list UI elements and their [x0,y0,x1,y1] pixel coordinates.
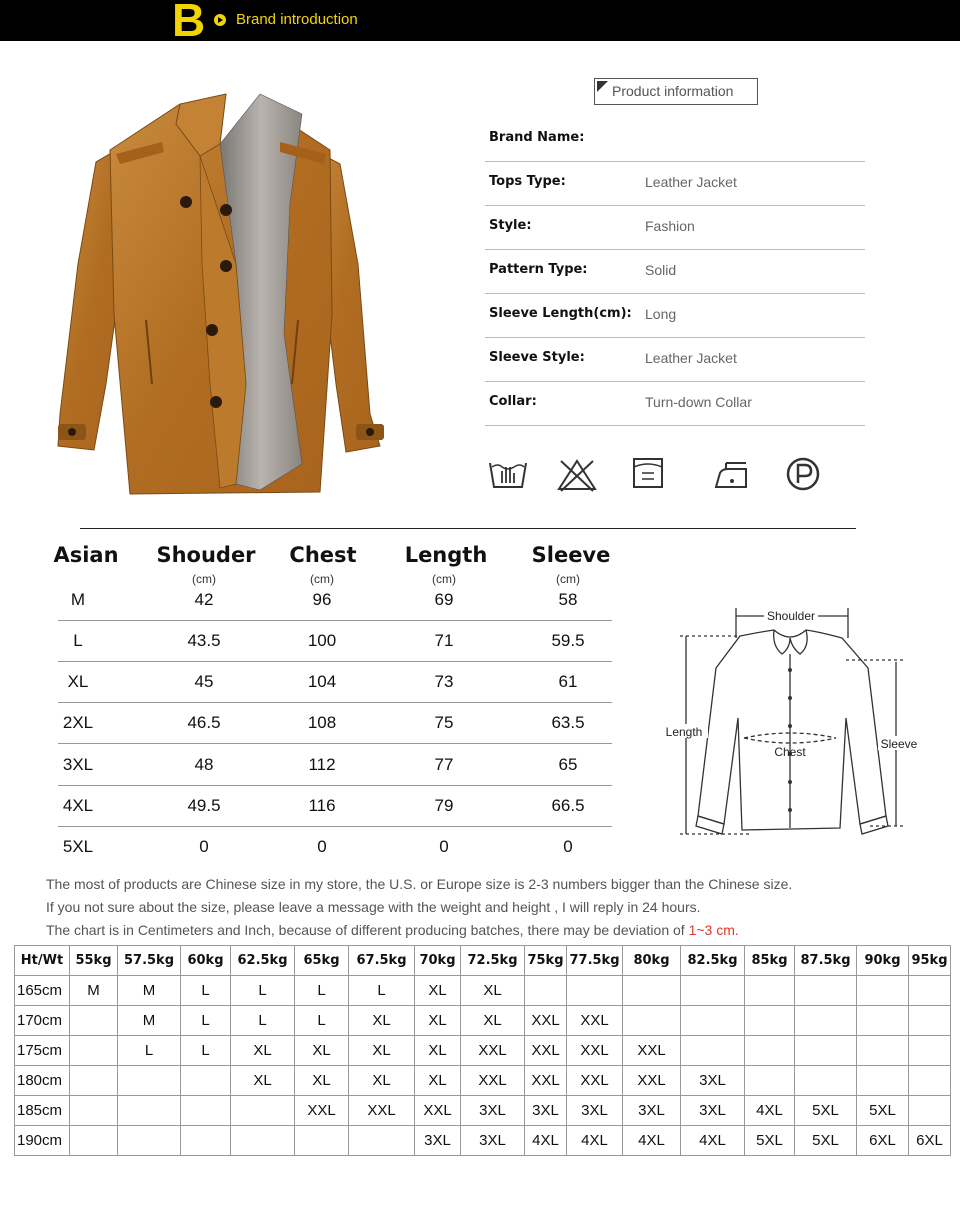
size-note-3 [46,922,739,938]
size-cell: 4XL [62,796,94,815]
size-cell: XXL [415,1096,461,1126]
info-value: Long [645,306,677,322]
size-cell: L [295,976,349,1006]
size-cell: 6XL [857,1126,909,1156]
size-cell [745,976,795,1006]
size-cell: XL [461,1006,525,1036]
size-cell: XXL [461,1036,525,1066]
size-cell [567,976,623,1006]
size-cell: L [231,976,295,1006]
size-cell: 116 [308,796,336,815]
size-cell: 3XL [461,1126,525,1156]
height-cell: 165cm [15,976,70,1006]
size-cell: XL [349,1036,415,1066]
info-key: Sleeve Style: [489,350,585,365]
info-row-brand-name [485,118,865,162]
brand-introduction-title: Brand introduction [236,11,358,28]
height-cell: 175cm [15,1036,70,1066]
size-cell: 5XL [745,1126,795,1156]
size-cell: XL [415,976,461,1006]
column-header: 80kg [623,946,681,976]
size-cell: 43.5 [187,631,221,650]
size-cell: 69 [434,590,454,609]
size-cell: M [118,976,181,1006]
size-cell: 5XL [62,837,94,856]
size-cell: 71 [434,631,454,650]
size-cell [681,1006,745,1036]
table-row [15,1126,951,1156]
size-cell: XXL [623,1066,681,1096]
size-cell [70,1006,118,1036]
size-cell: 0 [439,837,449,856]
iron-icon [710,455,752,493]
size-cell: 100 [307,631,337,650]
shoulder-label: Shoulder [766,609,816,623]
column-header: 75kg [525,946,567,976]
size-cell: 58 [558,590,578,609]
size-cell: XXL [567,1006,623,1036]
chest-label: Chest [774,745,806,759]
size-header-length: Length [404,543,488,567]
size-cell: XXL [525,1036,567,1066]
size-cell: 61 [558,672,578,691]
size-cell: XXL [525,1066,567,1096]
info-row-sleeve-style [485,338,865,382]
tumble-dry-icon [630,455,666,493]
product-information-title: Product information [612,83,734,99]
size-cell: 45 [194,672,214,691]
size-cell [681,976,745,1006]
size-cell: XL [231,1066,295,1096]
size-cell [795,1036,857,1066]
size-cell [525,976,567,1006]
size-cell [349,1126,415,1156]
size-cell [681,1036,745,1066]
size-cell: M [118,1006,181,1036]
size-cell: 49.5 [187,796,221,815]
size-cell: L [181,976,231,1006]
column-header: 57.5kg [118,946,181,976]
size-cell: 42 [194,590,214,609]
size-note-2: If you not sure about the size, please leave a message with the weight and height , I will reply in 24 hours. [46,899,701,915]
size-cell [118,1096,181,1126]
column-header: 67.5kg [349,946,415,976]
size-row [58,745,612,786]
play-icon [214,14,226,26]
size-cell [857,1066,909,1096]
info-key: Pattern Type: [489,262,588,277]
height-weight-table [14,945,951,1156]
size-cell: 48 [194,755,214,774]
height-cell: 185cm [15,1096,70,1126]
size-cell: 5XL [795,1096,857,1126]
size-header-shoulder: Shouder [156,543,256,567]
table-row [15,1006,951,1036]
size-cell: XL [295,1036,349,1066]
size-cell [118,1126,181,1156]
size-cell [909,1006,951,1036]
size-cell: 108 [307,713,337,732]
size-cell [795,976,857,1006]
size-cell [909,976,951,1006]
size-header-sleeve: Sleeve [531,543,611,567]
column-header: 85kg [745,946,795,976]
size-cell [857,1006,909,1036]
size-cell: 73 [434,672,454,691]
info-value: Fashion [645,218,695,234]
size-cell: XXL [623,1036,681,1066]
size-cell: XXL [295,1096,349,1126]
unit-label: (cm) [192,572,216,586]
size-cell: 4XL [681,1126,745,1156]
size-cell [70,1036,118,1066]
table-row [15,1096,951,1126]
size-cell: L [181,1036,231,1066]
size-cell: 112 [308,755,336,774]
size-cell: 77 [434,755,454,774]
size-row [58,786,612,827]
unit-label: (cm) [310,572,334,586]
column-header: 62.5kg [231,946,295,976]
size-cell [181,1126,231,1156]
brand-header-bar [0,0,960,46]
table-row [15,1036,951,1066]
measurement-diagram [660,598,920,848]
size-cell: 3XL [461,1096,525,1126]
info-row-tops-type [485,162,865,206]
size-cell: 4XL [525,1126,567,1156]
size-cell: 6XL [909,1126,951,1156]
size-cell: XL [295,1066,349,1096]
info-row-pattern-type [485,250,865,294]
size-cell: XXL [567,1036,623,1066]
info-row-collar [485,382,865,426]
height-cell: 190cm [15,1126,70,1156]
size-cell: XL [461,976,525,1006]
dry-clean-icon [784,455,822,493]
size-cell [181,1066,231,1096]
size-cell: 3XL [623,1096,681,1126]
size-row [58,827,612,868]
size-cell [70,1096,118,1126]
info-key: Brand Name: [489,130,585,145]
size-cell [745,1036,795,1066]
size-cell [909,1066,951,1096]
size-cell [857,1036,909,1066]
size-cell [70,1126,118,1156]
size-header-asian: Asian [53,543,119,567]
size-cell: 79 [434,796,454,815]
size-cell: XXL [349,1096,415,1126]
column-header: 87.5kg [795,946,857,976]
size-cell [623,976,681,1006]
size-cell: 3XL [525,1096,567,1126]
size-cell: 3XL [681,1066,745,1096]
size-row [58,621,612,662]
size-cell: XL [415,1006,461,1036]
size-cell [909,1036,951,1066]
size-cell: 5XL [795,1126,857,1156]
sleeve-label: Sleeve [880,737,918,751]
size-cell [118,1066,181,1096]
size-cell: 46.5 [187,713,221,732]
size-cell: XL [415,1036,461,1066]
info-row-sleeve-length [485,294,865,338]
size-cell [231,1126,295,1156]
size-cell: 63.5 [551,713,585,732]
size-cell: XXL [567,1066,623,1096]
size-cell [295,1126,349,1156]
size-cell [181,1096,231,1126]
info-key: Sleeve Length(cm): [489,306,632,321]
corner-triangle-icon [597,81,608,92]
size-cell: 4XL [623,1126,681,1156]
table-row [15,976,951,1006]
column-header: 70kg [415,946,461,976]
hand-wash-icon [488,455,528,493]
size-cell: 75 [434,713,454,732]
size-cell: 0 [317,837,327,856]
size-cell [745,1066,795,1096]
size-cell: 4XL [567,1126,623,1156]
size-row [58,703,612,744]
size-cell: L [231,1006,295,1036]
size-cell: 3XL [681,1096,745,1126]
info-key: Tops Type: [489,174,566,189]
column-header: 95kg [909,946,951,976]
size-cell [70,1066,118,1096]
table-row [15,1066,951,1096]
column-header: 65kg [295,946,349,976]
size-cell: 3XL [567,1096,623,1126]
column-header: 90kg [857,946,909,976]
size-cell: 3XL [415,1126,461,1156]
size-cell: 104 [307,672,337,691]
size-cell: 59.5 [551,631,585,650]
size-cell: 65 [558,755,578,774]
size-cell: XXL [461,1066,525,1096]
size-cell [623,1006,681,1036]
column-header: Ht/Wt [15,946,70,976]
jacket-product-image [40,84,400,504]
size-cell: 2XL [62,713,94,732]
length-label: Length [665,725,703,739]
deviation-value: 1~3 cm. [688,922,739,938]
size-note-3-text: The chart is in Centimeters and Inch, because of different producing batches, there may be deviation of [46,922,689,938]
height-cell: 180cm [15,1066,70,1096]
size-cell [909,1096,951,1126]
size-cell [795,1066,857,1096]
size-cell: 5XL [857,1096,909,1126]
size-cell: 3XL [62,755,94,774]
info-row-style [485,206,865,250]
size-cell: L [295,1006,349,1036]
info-value: Leather Jacket [645,350,737,366]
size-cell: L [181,1006,231,1036]
size-cell: 0 [563,837,573,856]
size-cell [857,976,909,1006]
size-cell: XL [349,1006,415,1036]
size-cell [745,1006,795,1036]
column-header: 82.5kg [681,946,745,976]
column-header: 55kg [70,946,118,976]
brand-letter: B [172,0,206,46]
size-cell: L [73,631,83,650]
size-cell: XL [67,672,89,691]
size-cell: 66.5 [551,796,585,815]
size-cell: XL [415,1066,461,1096]
size-cell [231,1096,295,1126]
size-cell: XL [231,1036,295,1066]
table-header-row [15,946,951,976]
size-cell: 4XL [745,1096,795,1126]
size-cell [795,1006,857,1036]
unit-label: (cm) [556,572,580,586]
info-key: Style: [489,218,532,233]
size-row [58,580,612,621]
size-cell: XL [349,1066,415,1096]
section-divider [80,528,856,529]
size-cell: M [70,590,86,609]
info-value: Turn-down Collar [645,394,752,410]
column-header: 72.5kg [461,946,525,976]
unit-label: (cm) [432,572,456,586]
info-value: Leather Jacket [645,174,737,190]
size-cell: XXL [525,1006,567,1036]
size-cell: M [70,976,118,1006]
info-key: Collar: [489,394,537,409]
size-row [58,662,612,703]
product-information-header [594,78,758,105]
column-header: 60kg [181,946,231,976]
size-cell: L [349,976,415,1006]
size-cell: 0 [199,837,209,856]
no-bleach-icon [555,455,599,493]
size-cell: 96 [312,590,332,609]
info-value: Solid [645,262,677,278]
height-cell: 170cm [15,1006,70,1036]
size-cell: L [118,1036,181,1066]
size-note-1: The most of products are Chinese size in my store, the U.S. or Europe size is 2-3 numbers bigger than the Chinese size. [46,876,793,892]
size-header-chest: Chest [289,543,357,567]
column-header: 77.5kg [567,946,623,976]
